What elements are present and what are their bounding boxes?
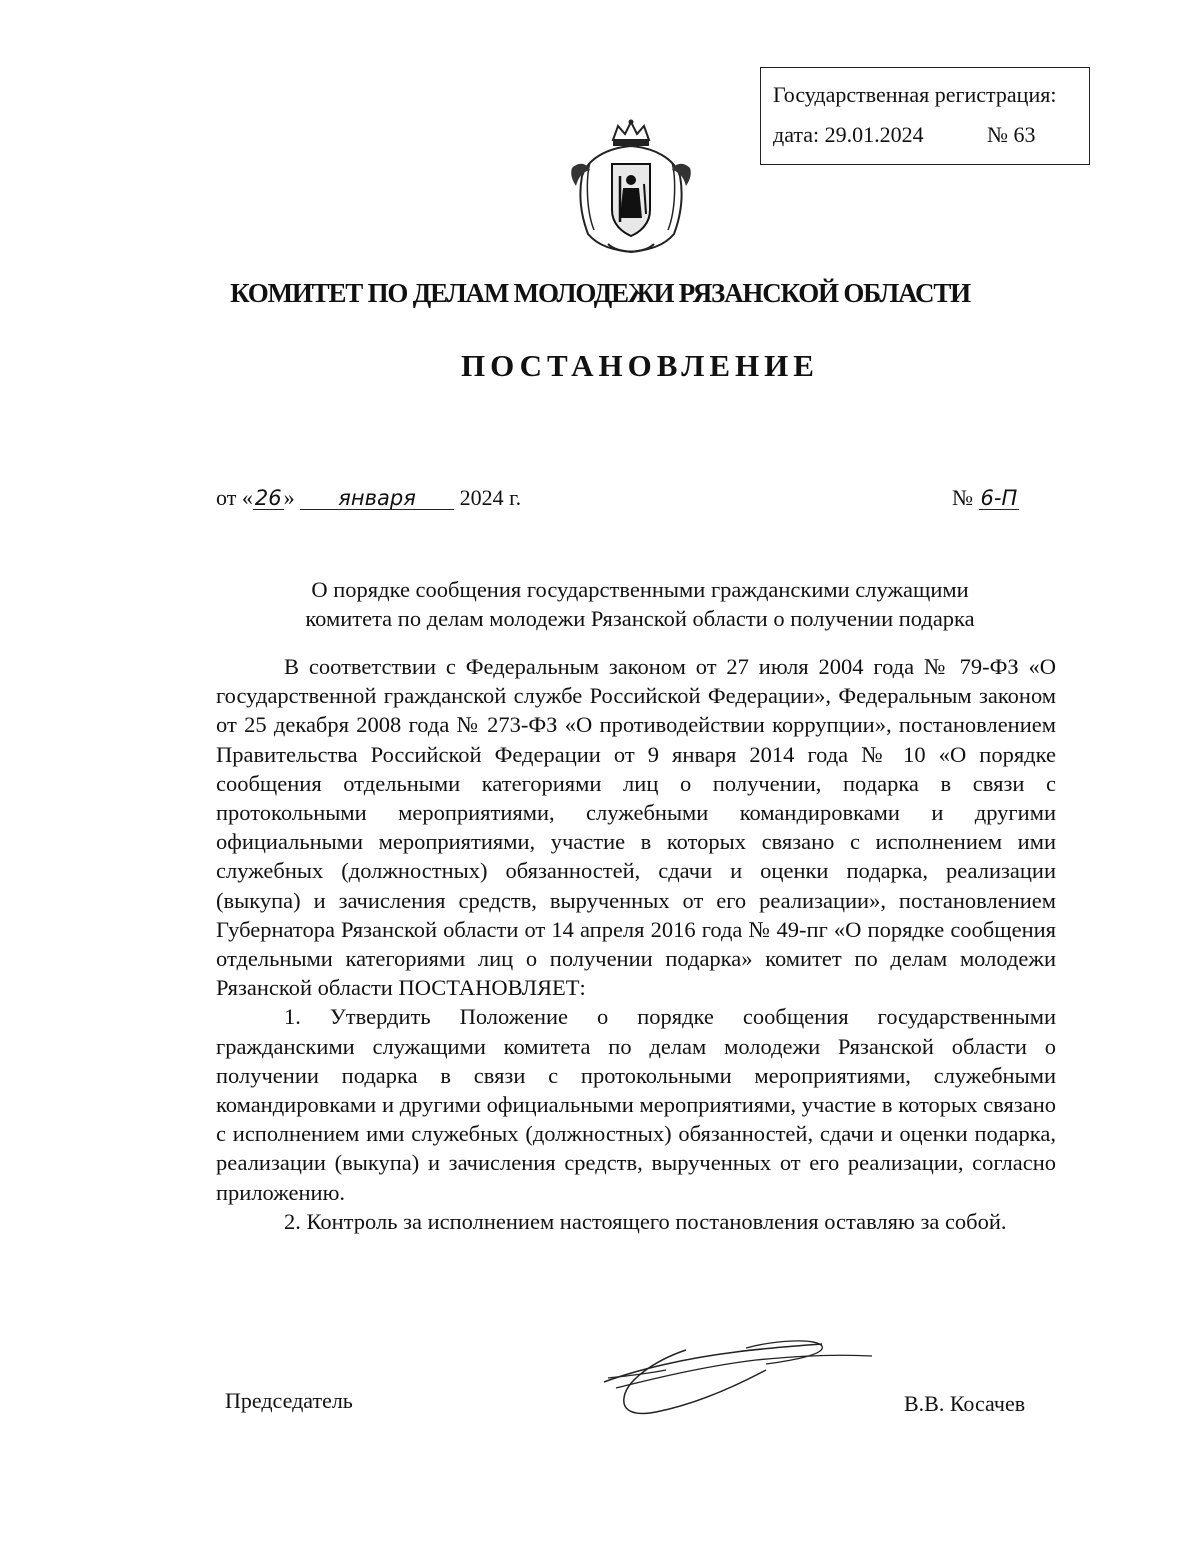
registration-number: № 63 [987,122,1036,147]
number-prefix: № [952,485,973,510]
handwritten-signature-icon [596,1330,876,1420]
registration-date: дата: 29.01.2024 [773,122,924,147]
subject-line-2: комитета по делам молодежи Рязанской области о получении подарка [305,606,975,631]
document-type-title: ПОСТАНОВЛЕНИЕ [461,348,819,383]
signer-position: Председатель [225,1388,353,1413]
subject-line-1: О порядке сообщения государственными гражданскими служащими [311,577,969,602]
date-mid: » [283,485,295,510]
body-paragraph-3: 2. Контроль за исполнением настоящего постановления оставляю за собой. [284,1208,1007,1234]
registration-stamp [760,67,1090,165]
decree-number-line [952,485,1019,511]
committee-title: КОМИТЕТ ПО ДЕЛАМ МОЛОДЕЖИ РЯЗАНСКОЙ ОБЛАСТИ [230,278,970,308]
decree-date-line [216,485,521,511]
registration-title: Государственная регистрация: [773,82,1057,107]
date-prefix: от « [216,485,253,510]
date-year: 2024 г. [459,485,522,510]
ryazan-coat-of-arms-icon [568,118,694,258]
date-month: января [300,487,454,510]
signer-name: В.В. Косачев [904,1391,1026,1416]
decree-subject [200,575,1080,633]
body-paragraph-2: 1. Утвердить Положение о порядке сообщения государственными гражданскими служащими комитета по делам молодежи Рязанской области о получении подарка в связи с протокольными мероприятиями, служебными командировками и другими официальными мероприятиями, участие в которых связано с исполнением ими служебных (должностных) обязанностей, сдачи и оценки подарка, реализации (выкупа) и зачисления средств, вырученных от его реализации, согласно приложению. [216,1004,1056,1205]
body-paragraph-1: В соответствии с Федеральным законом от 27 июля 2004 года № 79-ФЗ «О государственной гражданской службе Российской Федерации», Федеральным законом от 25 декабря 2008 года № 273-ФЗ «О противодействии коррупции», постановлением Правительства Российской Федерации от 9 января 2014 года № 10 «О порядке сообщения отдельными категориями лиц о получении, подарка в связи с протокольными мероприятиями, служебными командировками и другими официальными мероприятиями, участие в которых связано с исполнением ими служебных (должностных) обязанностей, сдачи и оценки подарка, реализации (выкупа) и зачисления средств, вырученных от его реализации», постановлением Губернатора Рязанской области от 14 апреля 2016 года № 49-пг «О порядке сообщения отдельными категориями лиц о получении подарка» комитет по делам молодежи Рязанской области ПОСТАНОВЛЯЕТ: [216,654,1056,1001]
decree-number: 6-П [980,486,1018,510]
date-day: 26 [254,486,282,510]
decree-body [216,652,1056,1236]
